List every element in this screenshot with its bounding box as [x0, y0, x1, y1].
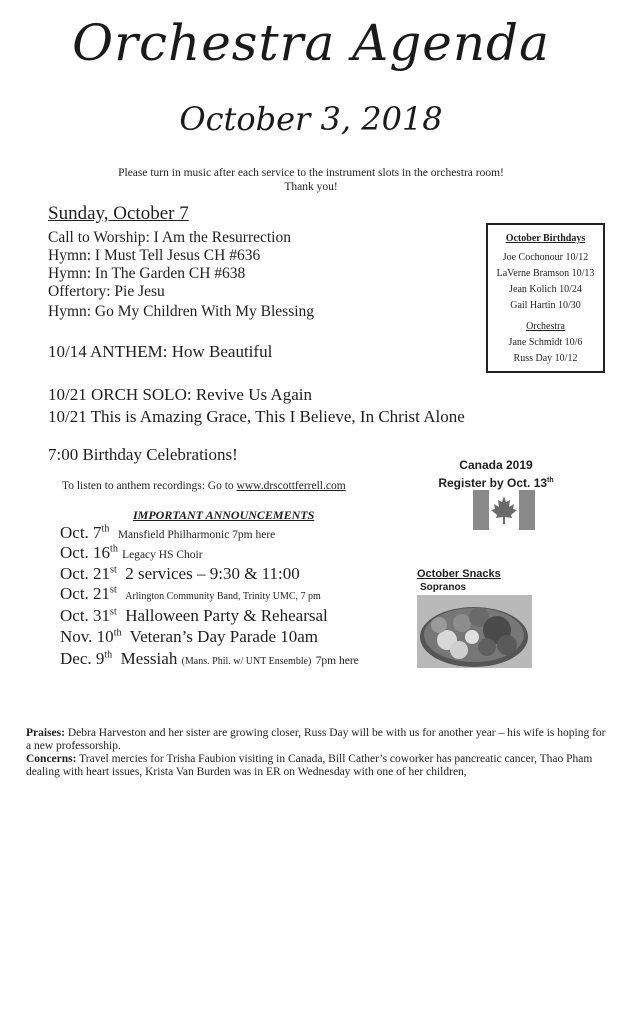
announcement-item	[60, 606, 328, 626]
date-suffix: st	[110, 584, 117, 596]
praises-label: Praises:	[26, 727, 65, 739]
snacks-section: Sopranos	[420, 582, 467, 593]
announcement-text: Messiah	[120, 649, 178, 668]
canada-flag-icon	[473, 490, 535, 530]
snacks-heading: October Snacks	[417, 568, 501, 580]
concerns-label: Concerns:	[26, 753, 77, 765]
praises-text: Debra Harveston and her sister are growing closer, Russ Day will be with us for another year – his wife is hoping for a new professorship.	[26, 727, 606, 752]
birthdays-box	[486, 223, 605, 373]
recordings-note	[62, 480, 346, 492]
announcement-item	[60, 564, 300, 584]
announcement-date: Oct. 7	[60, 523, 102, 542]
announcement-date: Oct. 31	[60, 606, 111, 625]
announcement-detail: (Mans. Phil. w/ UNT Ensemble)	[181, 656, 312, 667]
upcoming-item: 10/21 This is Amazing Grace, This I Believe, In Christ Alone	[48, 407, 465, 426]
recordings-link[interactable]: www.drscottferrell.com	[236, 480, 346, 492]
agenda-date: October 3, 2018	[179, 100, 443, 138]
announcement-date: Oct. 21	[60, 584, 111, 603]
announcement-text: Veteran’s Day Parade 10am	[129, 627, 319, 646]
announcement-item	[60, 649, 359, 669]
announcement-date: Nov. 10	[60, 627, 114, 646]
upcoming-item: 7:00 Birthday Celebrations!	[48, 445, 238, 464]
canada-title: Canada 2019	[459, 458, 533, 472]
announcement-item	[60, 543, 203, 563]
date-suffix: th	[547, 477, 554, 484]
praises	[26, 727, 606, 753]
service-item: Call to Worship: I Am the Resurrection	[48, 229, 291, 246]
orchestra-birthdays-heading: Orchestra	[526, 321, 565, 332]
page-title: Orchestra Agenda	[72, 14, 550, 72]
date-suffix: th	[110, 543, 118, 555]
register-text: Register by Oct. 13	[438, 476, 548, 490]
birthdays-heading: October Birthdays	[505, 233, 586, 244]
concerns-text: Travel mercies for Trisha Faubion visiting in Canada, Bill Cather’s coworker has pancreatic cancer, Thao Pham dealing with heart issues, Krista Van Burden was in ER on Wednesday with one of her children,	[26, 753, 593, 778]
birthday-entry: Jean Kolich 10/24	[509, 284, 582, 295]
canada-register	[430, 473, 562, 491]
notice-line-1: Please turn in music after each service to the instrument slots in the orchestra room!	[118, 167, 504, 179]
announcement-date: Dec. 9	[60, 649, 105, 668]
announcement-text: Halloween Party & Rehearsal	[125, 606, 328, 625]
announcement-text: 2 services – 9:30 & 11:00	[125, 564, 300, 583]
music-return-notice	[0, 166, 622, 194]
birthday-entry: Jane Schmidt 10/6	[508, 337, 583, 348]
date-suffix: th	[101, 523, 110, 535]
service-item: Hymn: Go My Children With My Blessing	[48, 303, 315, 320]
birthday-entry: Joe Cochonour 10/12	[502, 252, 589, 263]
announcement-time: 7pm here	[315, 655, 359, 667]
announcement-date: Oct. 16	[60, 543, 111, 562]
announcement-item	[60, 584, 321, 604]
birthday-entry: Russ Day 10/12	[513, 353, 578, 364]
announcement-text: Mansfield Philharmonic 7pm here	[117, 529, 276, 541]
date-suffix: th	[104, 649, 113, 661]
announcement-item	[60, 523, 275, 543]
recordings-label: To listen to anthem recordings: Go to	[62, 480, 237, 492]
upcoming-item: 10/14 ANTHEM: How Beautiful	[48, 342, 273, 361]
announcement-date: Oct. 21	[60, 564, 111, 583]
date-suffix: th	[113, 627, 122, 639]
service-item: Offertory: Pie Jesu	[48, 283, 165, 300]
date-suffix: st	[110, 606, 117, 618]
announcements-heading: IMPORTANT ANNOUNCEMENTS	[133, 508, 315, 522]
announcement-text: Arlington Community Band, Trinity UMC, 7 pm	[125, 591, 321, 602]
sunday-heading: Sunday, October 7	[48, 203, 189, 224]
notice-line-2: Thank you!	[284, 181, 338, 193]
service-item: Hymn: I Must Tell Jesus CH #636	[48, 247, 261, 264]
announcement-item	[60, 627, 318, 647]
service-item: Hymn: In The Garden CH #638	[48, 265, 246, 282]
canada-trip-notice	[430, 458, 562, 491]
birthday-entry: LaVerne Bramson 10/13	[496, 268, 595, 279]
fruit-platter-image	[417, 595, 532, 668]
upcoming-item: 10/21 ORCH SOLO: Revive Us Again	[48, 385, 312, 404]
announcement-text: Legacy HS Choir	[122, 549, 203, 561]
concerns	[26, 753, 606, 779]
birthday-entry: Gail Hartin 10/30	[510, 300, 581, 311]
date-suffix: st	[110, 564, 117, 576]
